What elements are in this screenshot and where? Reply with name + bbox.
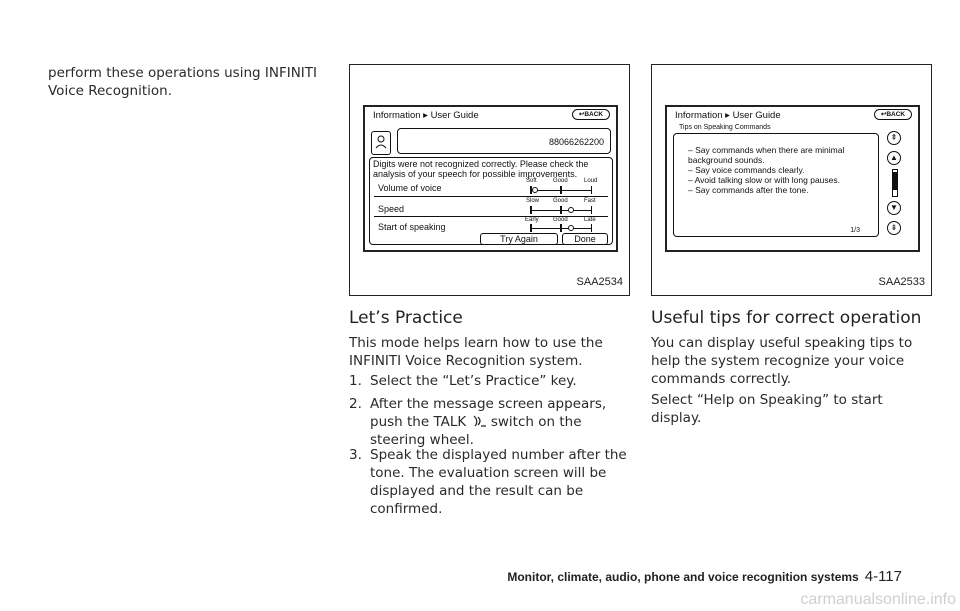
tip-line: – Say commands when there are minimal <box>688 145 845 155</box>
back-button[interactable]: ↩BACK <box>572 109 610 120</box>
screen-title: Information ▸ User Guide <box>675 110 781 121</box>
figure-useful-tips <box>651 64 932 296</box>
page-indicator: 1/3 <box>850 227 860 234</box>
back-button[interactable]: ↩BACK <box>874 109 912 120</box>
voice-icon <box>371 131 391 155</box>
volume-scale <box>530 186 592 194</box>
scrollbar[interactable] <box>892 169 898 197</box>
tip-line: – Say commands after the tone. <box>688 185 809 195</box>
intro-text: perform these operations using INFINITI Voice Recognition. <box>48 65 318 99</box>
help-on-speaking-para: Select “Help on Speaking” to start display. <box>651 392 883 426</box>
row-label: Volume of voice <box>378 183 442 193</box>
done-button[interactable]: Done <box>562 233 608 245</box>
useful-tips-para: You can display useful speaking tips to help the system recognize your voice commands correctly. <box>651 335 913 387</box>
start-scale <box>530 224 592 232</box>
tips-screen <box>665 105 920 252</box>
scrollbar-thumb[interactable] <box>893 172 897 190</box>
scroll-bottom-icon[interactable]: ⇟ <box>887 221 901 235</box>
tip-line: – Avoid talking slow or with long pauses. <box>688 175 840 185</box>
lets-practice-heading: Let’s Practice <box>349 308 463 328</box>
lets-practice-intro: This mode helps learn how to use the INFINITI Voice Recognition system. <box>349 335 603 369</box>
panel-title: Tips on Speaking Commands <box>679 124 771 131</box>
scroll-up-icon[interactable]: ▲ <box>887 151 901 165</box>
talk-switch-icon <box>471 414 487 428</box>
watermark: carmanualsonline.info <box>800 591 956 608</box>
analysis-panel: Digits were not recognized correctly. Please check the analysis of your speech for possible improvements. Volume of voice Soft Good Loud Speed Slow Good Fast Start of speaking Early Good Late Try Again Done <box>369 157 613 245</box>
number-display <box>397 128 611 154</box>
analysis-message: Digits were not recognized correctly. Please check the analysis of your speech for possible improvements. <box>373 159 589 179</box>
try-again-button[interactable]: Try Again <box>480 233 558 245</box>
row-label: Start of speaking <box>378 222 446 232</box>
scroll-top-icon[interactable]: ⇞ <box>887 131 901 145</box>
speed-scale <box>530 206 592 214</box>
evaluation-screen <box>363 105 618 252</box>
useful-tips-heading: Useful tips for correct operation <box>651 308 922 328</box>
screen-title: Information ▸ User Guide <box>373 110 479 121</box>
spoken-number: 88066262200 <box>548 137 604 147</box>
footer-section: Monitor, climate, audio, phone and voice recognition systems <box>507 570 859 584</box>
row-label: Speed <box>378 204 405 214</box>
page-footer <box>507 568 902 585</box>
back-arrow-icon: ↩ <box>880 111 887 118</box>
figure-lets-practice <box>349 64 630 296</box>
figure-code: SAA2534 <box>576 276 623 288</box>
tips-panel <box>673 133 879 237</box>
tip-line: – Say voice commands clearly. <box>688 165 805 175</box>
figure-code: SAA2533 <box>878 276 925 288</box>
page-number: 4-117 <box>864 568 902 585</box>
tip-line: background sounds. <box>688 155 765 165</box>
scroll-down-icon[interactable]: ▼ <box>887 201 901 215</box>
back-arrow-icon: ↩ <box>578 111 585 118</box>
